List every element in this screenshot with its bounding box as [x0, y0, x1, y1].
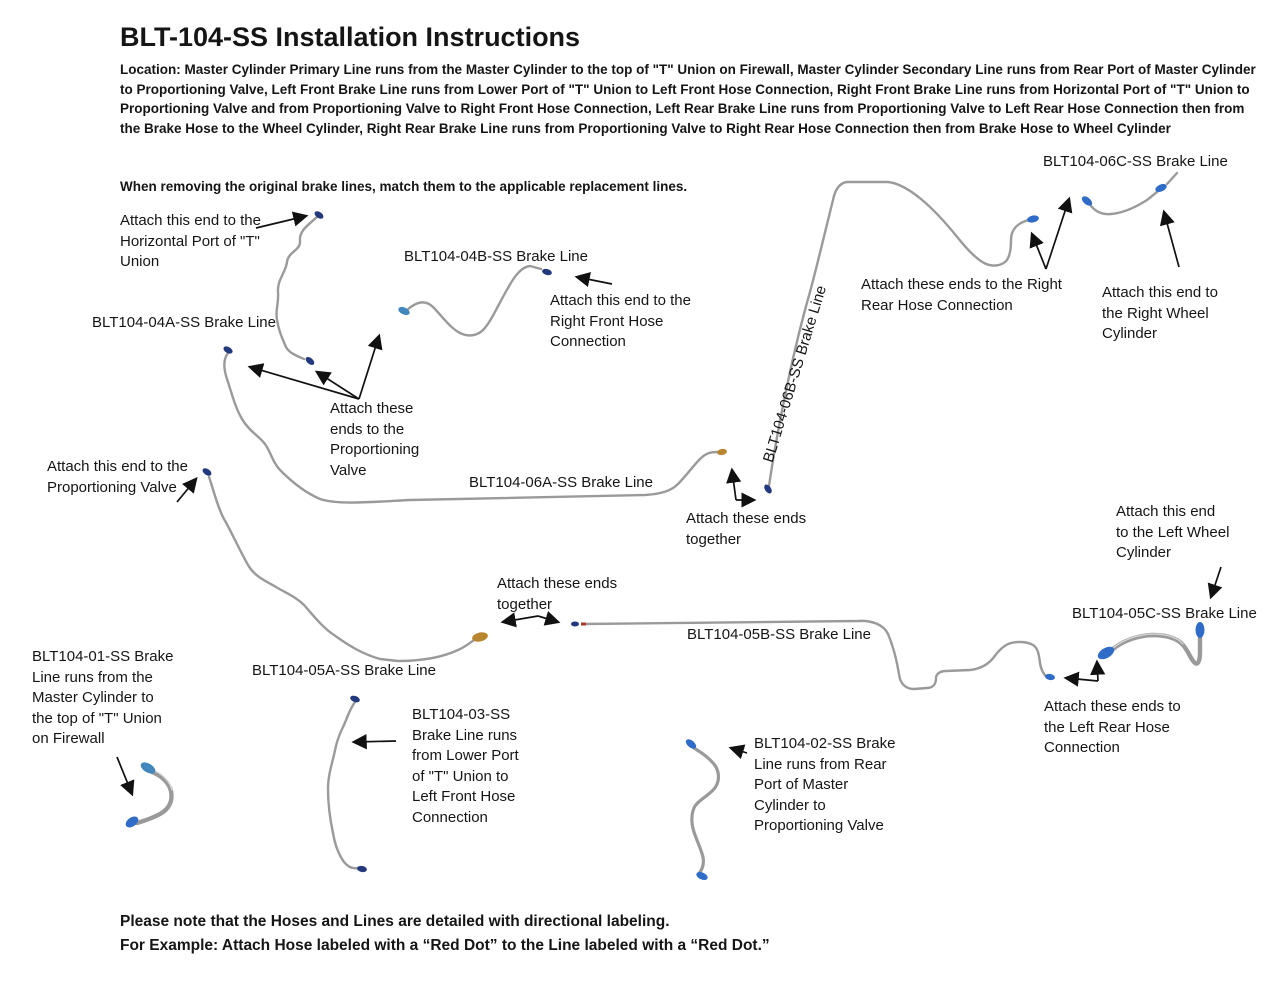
fitting [717, 448, 728, 456]
callout-prop-valve-ends: Attach these ends to the Proportioning Valve [330, 400, 420, 479]
arrow [317, 372, 359, 399]
arrow [577, 277, 612, 284]
brake-line-05a-tube [209, 477, 474, 661]
arrow [1097, 662, 1098, 681]
arrow [359, 336, 379, 399]
callout-right-wheel-cylinder: Attach this end to the Right Wheel Cylinder [1102, 284, 1218, 342]
arrow [1211, 567, 1221, 597]
match-note: When removing the original brake lines, match them to the applicable replacement lines. [120, 179, 688, 194]
arrow [732, 470, 736, 500]
fitting [1026, 214, 1039, 223]
label-04a: BLT104-04A-SS Brake Line [92, 314, 276, 331]
directional-labeling-note [120, 910, 770, 957]
fitting [357, 865, 368, 873]
footer-line-2: For Example: Attach Hose labeled with a “Red Dot” to the Line labeled with a “Red Dot.” [120, 936, 770, 954]
arrow [1164, 212, 1179, 267]
label-05c: BLT104-05C-SS Brake Line [1072, 605, 1257, 622]
arrow [250, 367, 359, 399]
callout-left-rear-hose: Attach these ends to the Left Rear Hose Connection [1044, 698, 1181, 756]
callout-right-front-hose: Attach this end to the Right Front Hose Connection [550, 292, 691, 350]
label-01: BLT104-01-SS Brake Line runs from the Master Cylinder to the top of "T" Union on Firewall [32, 648, 174, 747]
fitting [1045, 673, 1056, 681]
arrow [538, 616, 558, 622]
label-06b: BLT104-06B-SS Brake Line [759, 283, 831, 465]
callout-ends-together-upper: Attach these ends together [686, 510, 807, 548]
brake-line-06c-tip [1167, 173, 1177, 184]
label-06a: BLT104-06A-SS Brake Line [469, 474, 653, 491]
red-dot-mark [581, 623, 586, 626]
arrow [503, 616, 538, 622]
callout-right-rear-hose: Attach these ends to the Right Rear Hose Connection [861, 276, 1062, 314]
page-title: BLT-104-SS Installation Instructions [120, 22, 581, 52]
callout-ends-together-lower: Attach these ends together [497, 575, 618, 613]
callout-horizontal-port: Attach this end to the Horizontal Port of "T" Union [120, 212, 261, 270]
arrow [354, 741, 396, 742]
brake-line-03-tube [328, 702, 358, 868]
fitting [541, 268, 552, 276]
arrow [1032, 234, 1046, 269]
brake-line-02-tube [692, 748, 719, 872]
location-paragraph: Location: Master Cylinder Primary Line runs from the Master Cylinder to the top of "T" Union on Firewall, Master Cylinder Secondary Line runs from Rear Port of Master Cylinder to Proportioning Valve, Left Front Brake Line runs from Lower Port of "T" Union to Left Front Hose Connection, Right Front Brake Line runs from Horizontal Port of "T" Union to Proportioning Valve and from Proportioning Valve to Right Front Hose Connection, Left Rear Brake Line runs from Proportioning Valve to Left Rear Hose Connection then from the Brake Hose to the Wheel Cylinder, Right Rear Brake Line runs from Proportioning Valve to Right Rear Hose Connection then from Brake Hose to Wheel Cylinder [120, 62, 1256, 136]
label-03: BLT104-03-SS Brake Line runs from Lower Port of "T" Union to Left Front Hose Connection [412, 706, 519, 826]
fitting [201, 467, 213, 478]
footer-line-1: Please note that the Hoses and Lines are detailed with directional labeling. [120, 913, 670, 930]
arrow [256, 216, 306, 228]
arrow [731, 748, 747, 753]
arrow [1066, 678, 1098, 681]
arrow [117, 757, 132, 794]
callout-prop-valve-end: Attach this end to the Proportioning Valve [47, 458, 188, 496]
brake-line-04a-tube [276, 217, 317, 359]
brake-line-04b-tube [407, 266, 541, 335]
fitting [571, 622, 579, 627]
arrow [1046, 199, 1069, 269]
brake-line-06c-tube [1089, 191, 1158, 214]
fitting [304, 355, 316, 366]
label-04b: BLT104-04B-SS Brake Line [404, 248, 588, 265]
brake-line-05c-tube [1113, 635, 1200, 664]
label-06c: BLT104-06C-SS Brake Line [1043, 153, 1228, 170]
fitting [695, 870, 709, 881]
label-02: BLT104-02-SS Brake Line runs from Rear Port of Master Cylinder to Proportioning Valve [754, 735, 896, 834]
label-05b: BLT104-05B-SS Brake Line [687, 626, 871, 643]
label-05a: BLT104-05A-SS Brake Line [252, 662, 436, 679]
callout-left-wheel-cylinder: Attach this end to the Left Wheel Cylinder [1116, 503, 1230, 561]
